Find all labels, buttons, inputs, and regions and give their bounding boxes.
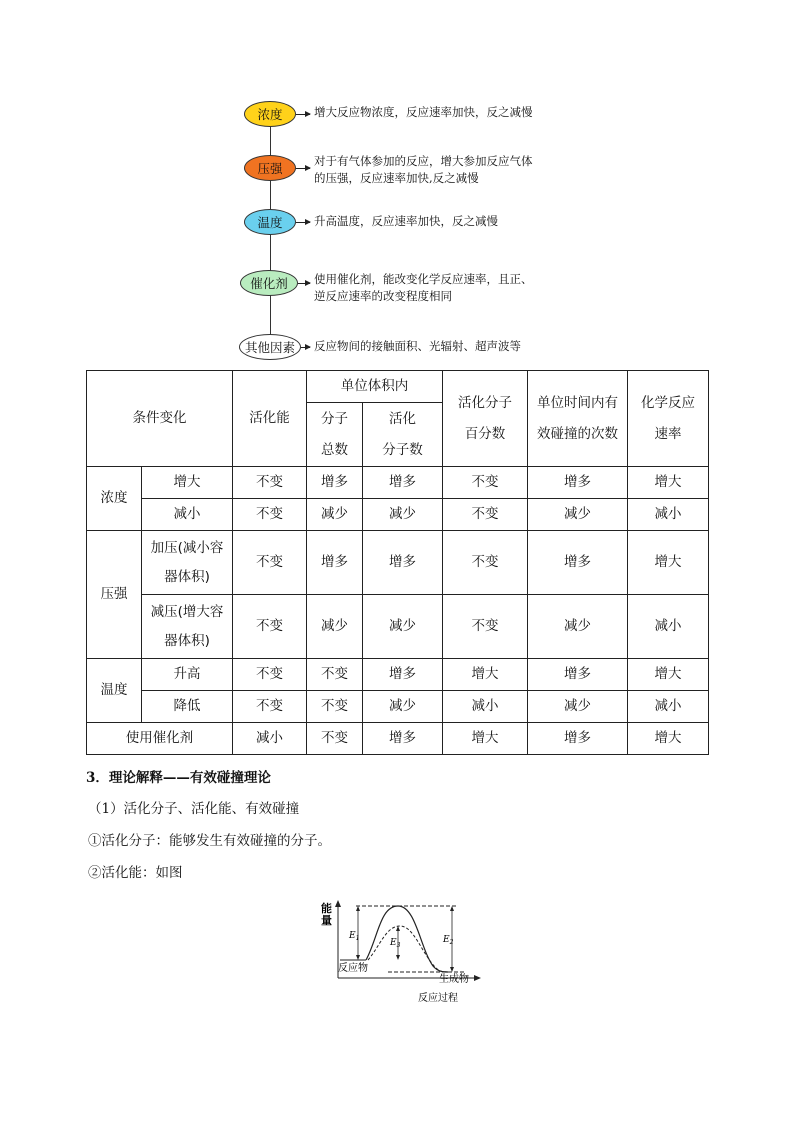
e3-label-main: E bbox=[390, 938, 397, 948]
table-cell: 不变 bbox=[307, 659, 363, 691]
factor-oval-catalyst bbox=[240, 270, 298, 296]
catalyzed-curve bbox=[368, 926, 448, 972]
header-line: 总数 bbox=[321, 441, 348, 458]
sub-label: 降低 bbox=[142, 691, 233, 723]
e3-arrow-up-icon bbox=[396, 926, 400, 931]
group-label: 浓度 bbox=[87, 467, 142, 531]
factor-description-line: 使用催化剂，能改变化学反应速率，且正、 bbox=[314, 272, 533, 286]
table-cell: 不变 bbox=[233, 659, 307, 691]
header-active-molecules bbox=[363, 403, 443, 467]
arrow-icon bbox=[296, 114, 310, 115]
factor-description: 增大反应物浓度，反应速率加快，反之减慢 bbox=[314, 105, 533, 119]
table-row bbox=[87, 499, 709, 531]
sub-label: 升高 bbox=[142, 659, 233, 691]
activation-energy-diagram bbox=[318, 898, 488, 1008]
sub-label: 减小 bbox=[142, 499, 233, 531]
e3-label-sub: 3 bbox=[396, 942, 401, 949]
table-row bbox=[87, 531, 709, 595]
reactant-label: 反应物 bbox=[338, 963, 368, 974]
factor-name: 其他因素 bbox=[244, 340, 295, 355]
table-cell: 增多 bbox=[528, 659, 628, 691]
header-line: 活化分子 bbox=[458, 394, 512, 411]
sub-label: 增大 bbox=[142, 467, 233, 499]
table-cell: 不变 bbox=[443, 499, 528, 531]
table-row bbox=[87, 659, 709, 691]
table-cell: 减小 bbox=[443, 691, 528, 723]
table-cell: 不变 bbox=[233, 467, 307, 499]
table-cell: 减少 bbox=[363, 595, 443, 659]
table-cell: 增多 bbox=[363, 659, 443, 691]
factor-description: 反应物间的接触面积、光辐射、超声波等 bbox=[314, 339, 521, 353]
table-cell: 减小 bbox=[628, 595, 709, 659]
product-label: 生成物 bbox=[439, 974, 469, 985]
e2-arrow-up-icon bbox=[450, 906, 454, 911]
table-cell: 不变 bbox=[233, 595, 307, 659]
factor-description-line: 逆反应速率的改变程度相同 bbox=[314, 289, 452, 303]
table-cell: 减少 bbox=[307, 595, 363, 659]
sub-label-line: 加压(减小容 bbox=[150, 539, 224, 556]
e1-label-sub: 1 bbox=[355, 935, 360, 942]
table-cell: 增大 bbox=[628, 531, 709, 595]
section-item: ①活化分子：能够发生有效碰撞的分子。 bbox=[88, 833, 331, 849]
header-total-molecules bbox=[307, 403, 363, 467]
table-cell: 减少 bbox=[307, 499, 363, 531]
section-item: （1）活化分子、活化能、有效碰撞 bbox=[88, 801, 300, 817]
table-cell: 减少 bbox=[528, 499, 628, 531]
factor-description bbox=[314, 153, 533, 187]
y-axis-label: 能 bbox=[321, 902, 332, 915]
table-cell: 减小 bbox=[233, 723, 307, 755]
sub-label-line: 器体积) bbox=[164, 632, 210, 649]
table-cell: 增多 bbox=[363, 467, 443, 499]
table-cell: 增多 bbox=[528, 723, 628, 755]
table-cell: 增大 bbox=[628, 723, 709, 755]
table-cell: 增多 bbox=[307, 531, 363, 595]
table-row bbox=[87, 467, 709, 499]
table-cell: 增大 bbox=[443, 659, 528, 691]
factor-oval-other bbox=[239, 334, 301, 360]
table-cell: 不变 bbox=[233, 531, 307, 595]
table-row bbox=[87, 691, 709, 723]
e2-label-main: E bbox=[443, 935, 450, 945]
arrow-icon bbox=[296, 222, 310, 223]
table-cell: 不变 bbox=[307, 723, 363, 755]
header-line: 单位时间内有 bbox=[537, 394, 618, 411]
header-line: 化学反应 bbox=[641, 394, 695, 411]
header-line: 分子 bbox=[321, 410, 348, 427]
table-cell: 减小 bbox=[628, 691, 709, 723]
y-axis-arrow-icon bbox=[335, 900, 341, 907]
table-cell: 减少 bbox=[363, 691, 443, 723]
group-label: 压强 bbox=[87, 531, 142, 659]
factor-description-line: 对于有气体参加的反应，增大参加反应气体 bbox=[314, 154, 533, 168]
arrow-icon bbox=[301, 347, 310, 348]
table-cell: 不变 bbox=[443, 467, 528, 499]
group-label: 温度 bbox=[87, 659, 142, 723]
table-cell: 不变 bbox=[443, 531, 528, 595]
x-axis-arrow-icon bbox=[474, 975, 481, 981]
factor-oval-pressure bbox=[244, 155, 296, 181]
sub-label bbox=[142, 531, 233, 595]
table-cell: 减少 bbox=[528, 691, 628, 723]
condition-effects-table bbox=[86, 370, 709, 755]
sub-label bbox=[142, 595, 233, 659]
table-cell: 不变 bbox=[233, 499, 307, 531]
header-line: 分子数 bbox=[382, 441, 423, 458]
x-axis-label: 反应过程 bbox=[418, 993, 458, 1004]
table-cell: 减小 bbox=[628, 499, 709, 531]
factor-oval-temperature bbox=[244, 209, 296, 235]
header-active-percent bbox=[443, 371, 528, 467]
e3-arrow-down-icon bbox=[396, 955, 400, 960]
e2-label-sub: 2 bbox=[449, 939, 454, 946]
table-cell: 不变 bbox=[443, 595, 528, 659]
header-line: 速率 bbox=[654, 425, 682, 442]
header-effective-collisions bbox=[528, 371, 628, 467]
factor-name: 浓度 bbox=[257, 107, 283, 122]
table-cell: 增大 bbox=[628, 467, 709, 499]
group-label: 使用催化剂 bbox=[87, 723, 233, 755]
table-cell: 不变 bbox=[307, 691, 363, 723]
factor-name: 压强 bbox=[257, 161, 283, 176]
table-cell: 增多 bbox=[363, 531, 443, 595]
table-cell: 增大 bbox=[628, 659, 709, 691]
sub-label-line: 减压(增大容 bbox=[150, 603, 224, 620]
table-cell: 增多 bbox=[363, 723, 443, 755]
e1-arrow-up-icon bbox=[356, 906, 360, 911]
y-axis-label: 量 bbox=[321, 914, 332, 927]
factor-oval-concentration bbox=[244, 101, 296, 127]
section-heading: 3．理论解释——有效碰撞理论 bbox=[86, 770, 271, 786]
header-line: 效碰撞的次数 bbox=[537, 425, 618, 442]
header-line: 百分数 bbox=[464, 425, 506, 442]
e3-label bbox=[389, 938, 401, 949]
section-item: ②活化能：如图 bbox=[88, 865, 183, 881]
factor-description: 升高温度，反应速率加快，反之减慢 bbox=[314, 214, 498, 228]
table-cell: 增多 bbox=[528, 531, 628, 595]
table-cell: 增多 bbox=[528, 467, 628, 499]
table-row bbox=[87, 723, 709, 755]
table-cell: 增大 bbox=[443, 723, 528, 755]
header-activation-energy: 活化能 bbox=[233, 371, 307, 467]
header-condition: 条件变化 bbox=[87, 371, 233, 467]
factor-name: 温度 bbox=[257, 215, 283, 230]
table-cell: 减少 bbox=[528, 595, 628, 659]
e2-arrow-down-icon bbox=[450, 967, 454, 972]
factor-name: 催化剂 bbox=[250, 276, 288, 291]
header-per-unit-volume: 单位体积内 bbox=[307, 371, 443, 403]
table-row bbox=[87, 595, 709, 659]
header-rate bbox=[628, 371, 709, 467]
sub-label-line: 器体积) bbox=[164, 568, 210, 585]
uncatalyzed-curve bbox=[366, 906, 448, 972]
arrow-icon bbox=[298, 283, 310, 284]
table-cell: 减少 bbox=[363, 499, 443, 531]
table-cell: 增多 bbox=[307, 467, 363, 499]
factor-description-line: 的压强，反应速率加快,反之减慢 bbox=[314, 171, 479, 185]
header-line: 活化 bbox=[389, 410, 416, 427]
e1-arrow-down-icon bbox=[356, 955, 360, 960]
table-cell: 不变 bbox=[233, 691, 307, 723]
factor-description bbox=[314, 271, 533, 305]
arrow-icon bbox=[296, 168, 310, 169]
e1-label-main: E bbox=[349, 931, 356, 941]
